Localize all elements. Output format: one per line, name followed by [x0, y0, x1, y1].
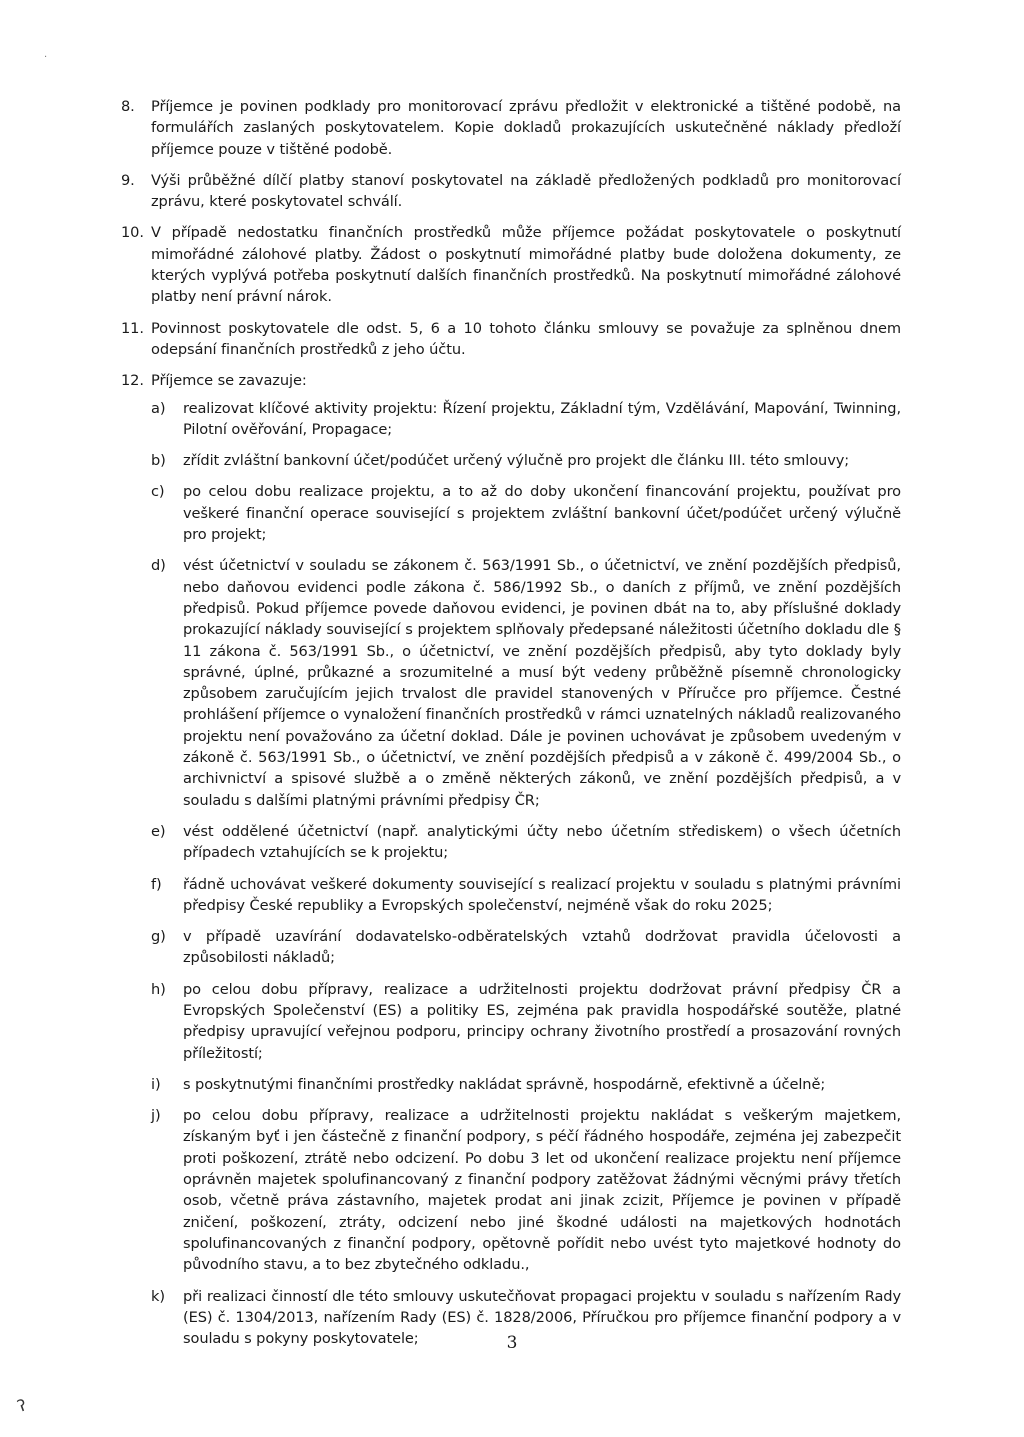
paragraph-12 [121, 370, 901, 391]
subitem-b [121, 450, 901, 471]
subitem-text: realizovat klíčové aktivity projektu: Řízení projektu, Základní tým, Vzdělávání, Mapování, Twinning, Pilotní ověřování, Propagace; [183, 399, 901, 438]
margin-mark-top-left: · [44, 52, 48, 63]
subitem-i [121, 1074, 901, 1095]
subitem-text: v případě uzavírání dodavatelsko-odběratelských vztahů dodržovat pravidla účelovosti a způsobilosti nákladů; [183, 928, 901, 967]
subitem-letter: j) [151, 1107, 161, 1125]
subitem-letter: i) [151, 1075, 161, 1093]
subitem-letter: g) [151, 928, 166, 946]
subitem-text: řádně uchovávat veškeré dokumenty související s realizací projektu v souladu s platnými právními předpisy České republiky a Evropských společenství, nejméně však do roku 2025; [183, 875, 901, 914]
subitem-g [121, 926, 901, 969]
paragraph-text: V případě nedostatku finančních prostředků může příjemce požádat poskytovatele o poskytnutí mimořádné zálohové platby. Žádost o poskytnutí mimořádné platby bude doložena dokumenty, ze kterých vyplývá potřeba poskytnutí dalších finančních prostředků. Na poskytnutí mimořádné zálohové platby není právní nárok. [151, 224, 901, 306]
subitem-letter: h) [151, 980, 166, 998]
subitem-text: s poskytnutými finančními prostředky nakládat správně, hospodárně, efektivně a účelně; [183, 1075, 826, 1093]
subitem-a [121, 398, 901, 441]
subitem-letter: e) [151, 822, 166, 840]
subitem-text: vést oddělené účetnictví (např. analytickými účty nebo účetním střediskem) o všech účetních případech vztahujících se k projektu; [183, 822, 901, 862]
paragraph-text: Příjemce je povinen podklady pro monitorovací zprávu předložit v elektronické a tištěné podobě, na formulářích zaslaných poskytovatelem. Kopie dokladů prokazujících uskutečněné náklady předloží příjemce pouze v tištěné podobě. [151, 98, 901, 158]
subitem-text: vést účetnictví v souladu se zákonem č. 563/1991 Sb., o účetnictví, ve znění pozdějších předpisů, nebo daňovou evidenci podle zákona č. 586/1992 Sb., o daních z příjmů, ve znění pozdějších předpisů. Pokud příjemce povede daňovou evidenci, je povinen dbát na to, aby příslušné doklady prokazující náklady související s projektem splňovaly předepsané náležitosti účetního dokladu dle § 11 zákona č. 563/1991 Sb., o účetnictví, ve znění pozdějších předpisů, aby tyto doklady byly správné, úplné, průkazné a srozumitelné a musí být vedeny průběžně písemně chronologicky způsobem zaručujícím jejich trvalost dle pravidel stanovených v Příručce pro příjemce. Čestné prohlášení příjemce o vynaložení finančních prostředků v rámci uznatelných nákladů realizovaného projektu není považováno za účetní doklad. Dále je povinen uchovávat je způsobem uvedeným v zákoně č. 563/1991 Sb., o účetnictví, ve znění pozdějších předpisů a v zákoně č. 499/2004 Sb., o archivnictví a spisové službě a o změně některých zákonů, ve znění pozdějších předpisů, a v souladu s dalšími platnými právními předpisy ČR; [183, 557, 901, 809]
subitem-letter: c) [151, 483, 165, 501]
subitem-letter: k) [151, 1287, 165, 1305]
paragraph-text: Povinnost poskytovatele dle odst. 5, 6 a 10 tohoto článku smlouvy se považuje za splněnou dnem odepsání finančních prostředků z jeho účtu. [151, 319, 901, 358]
paragraph-number: 10. [121, 224, 144, 242]
subitem-j [121, 1105, 901, 1275]
subitem-c [121, 481, 901, 545]
subitem-text: po celou dobu realizace projektu, a to až do doby ukončení financování projektu, používat pro veškeré finanční operace související s projektem zvláštní bankovní účet/podúčet určený výlučně pro projekt; [183, 483, 901, 544]
subitem-letter: f) [151, 875, 162, 893]
paragraph-number: 8. [121, 98, 135, 115]
subitem-d [121, 555, 901, 811]
document-body [121, 96, 901, 1349]
margin-mark-bottom-left: ʔ [14, 1395, 30, 1416]
subitem-e [121, 821, 901, 864]
subitem-letter: a) [151, 399, 166, 417]
paragraph-text: Příjemce se zavazuje: [151, 372, 307, 390]
paragraph-number: 12. [121, 372, 144, 390]
paragraph-9 [121, 170, 901, 213]
subitem-text: při realizaci činností dle této smlouvy uskutečňovat propagaci projektu v souladu s nařízením Rady (ES) č. 1304/2013, nařízením Rady (ES) č. 1828/2006, Příručkou pro příjemce finanční podpory a v souladu s pokyny poskytovatele; [183, 1287, 901, 1348]
paragraph-number: 9. [121, 171, 135, 189]
paragraph-10 [121, 222, 901, 307]
subitem-letter: b) [151, 452, 166, 470]
subitem-text: zřídit zvláštní bankovní účet/podúčet určený výlučně pro projekt dle článku III. této smlouvy; [183, 452, 850, 470]
paragraph-8 [121, 96, 901, 160]
subitem-letter: d) [151, 557, 166, 575]
paragraph-11 [121, 318, 901, 361]
subitem-text: po celou dobu přípravy, realizace a udržitelnosti projektu dodržovat právní předpisy ČR a Evropských Společenství (ES) a politiky ES, zejména pak pravidla hospodářské soutěže, platné předpisy upravující veřejnou podporu, principy ochrany životního prostředí a prosazování rovných příležitostí; [183, 980, 901, 1062]
subitem-f [121, 874, 901, 917]
paragraph-number: 11. [121, 319, 144, 337]
subitem-text: po celou dobu přípravy, realizace a udržitelnosti projektu nakládat s veškerým majetkem, získaným byť i jen částečně z finanční podpory, s péčí řádného hospodáře, zejména jej zabezpečit proti poškození, ztrátě nebo odcizení. Po dobu 3 let od ukončení realizace projektu není příjemce oprávněn majetek spolufinancovaný z finanční podpory zatěžovat žádnými věcnými právy třetích osob, včetně práva zástavního, majetek prodat ani jinak zcizit, Příjemce je povinen v případě zničení, poškození, ztráty, odcizení nebo jiné škodné události na majetkových hodnotách spolufinancovaných z finanční podpory, opětovně pořídit nebo uvést tyto majetkové hodnoty do původního stavu, a to bez zbytečného odkladu., [183, 1107, 901, 1274]
subitem-h [121, 979, 901, 1064]
paragraph-text: Výši průběžné dílčí platby stanoví poskytovatel na základě předložených podkladů pro monitorovací zprávu, které poskytovatel schválí. [151, 171, 901, 211]
page-number: 3 [506, 1333, 518, 1353]
